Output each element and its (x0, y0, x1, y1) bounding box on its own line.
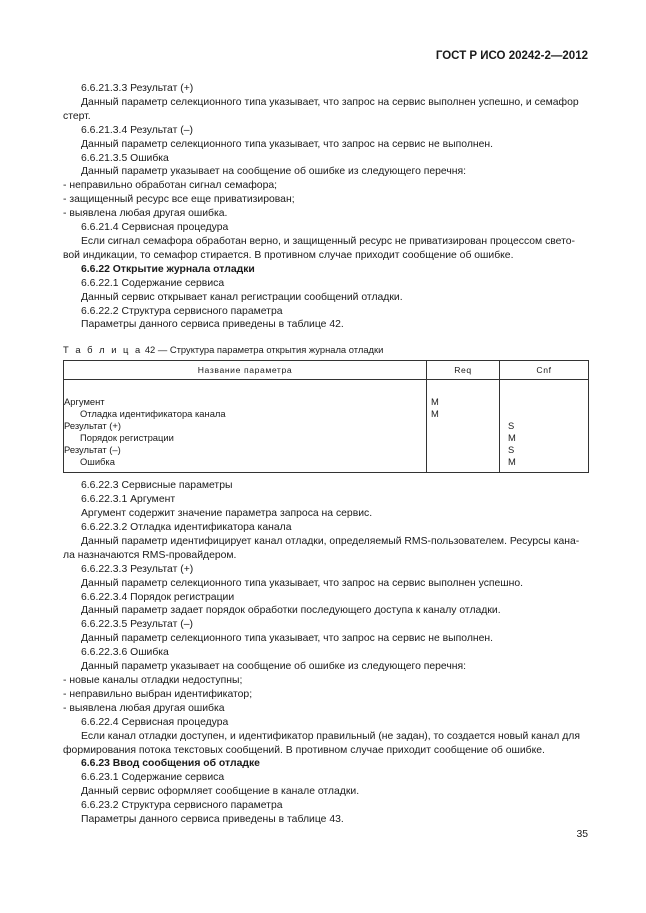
text-block-top (63, 82, 589, 332)
column-header-cnf: Cnf (500, 361, 589, 380)
param-name: Результат (+) (64, 420, 121, 432)
cnf-value: S (508, 420, 515, 432)
clause-heading: 6.6.22.3.3 Результат (+) (81, 563, 194, 575)
cnf-value: M (508, 456, 516, 468)
paragraph-line: Данный параметр селекционного типа указывает, что запрос на сервис не выполнен. (81, 138, 494, 150)
table-caption (63, 344, 589, 356)
text-block-bottom (63, 479, 589, 827)
table-caption-text: 42 — Структура параметра открытия журнала отладки (144, 344, 384, 356)
paragraph-line: Данный параметр селекционного типа указывает, что запрос на сервис выполнен успешно, и семафор (81, 96, 579, 108)
paragraph-line: вой индикации, то семафор стирается. В противном случае приходит сообщение об ошибке. (63, 249, 514, 261)
parameter-table (63, 360, 589, 473)
clause-heading: 6.6.21.4 Сервисная процедура (81, 222, 229, 234)
param-name: Порядок регистрации (80, 432, 174, 444)
section-heading: 6.6.22 Открытие журнала отладки (81, 263, 255, 275)
clause-heading: 6.6.22.3 Сервисные параметры (81, 480, 233, 492)
cnf-value: S (508, 444, 515, 456)
paragraph-line: ла назначаются RMS-провайдером. (63, 549, 237, 561)
clause-heading: 6.6.22.3.5 Результат (–) (81, 619, 193, 631)
paragraph-line: Данный параметр задает порядок обработки последующего доступа к каналу отладки. (81, 605, 501, 617)
clause-heading: 6.6.22.3.6 Ошибка (81, 647, 169, 659)
list-item: - неправильно обработан сигнал семафора; (63, 180, 278, 192)
name-column (64, 380, 427, 473)
clause-heading: 6.6.22.4 Сервисная процедура (81, 716, 229, 728)
paragraph-line: формирования потока текстовых сообщений. В противном случае приходит сообщение об ошибке. (63, 744, 545, 756)
param-name: Результат (–) (64, 444, 121, 456)
req-column (427, 380, 500, 473)
cnf-value (508, 408, 588, 420)
req-value (431, 444, 499, 456)
section-heading: 6.6.23 Ввод сообщения об отладке (81, 758, 260, 770)
list-item: - защищенный ресурс все еще приватизирован; (63, 194, 295, 206)
req-value (431, 420, 499, 432)
cnf-value (508, 396, 588, 408)
paragraph-line: Данный параметр селекционного типа указывает, что запрос на сервис не выполнен. (81, 633, 494, 645)
page-body (63, 82, 589, 827)
clause-heading: 6.6.21.3.3 Результат (+) (81, 83, 194, 94)
param-name: Отладка идентификатора канала (80, 408, 226, 420)
paragraph-line: Данный параметр идентифицирует канал отладки, определяемый RMS-пользователем. Ресурсы кана- (81, 535, 580, 547)
param-name: Ошибка (80, 456, 115, 468)
paragraph-line: стерт. (63, 110, 91, 122)
paragraph-line: Параметры данного сервиса приведены в таблице 43. (81, 814, 344, 826)
clause-heading: 6.6.22.1 Содержание сервиса (81, 277, 225, 289)
page-number: 35 (576, 829, 588, 840)
req-value: M (431, 408, 439, 420)
param-name: Аргумент (64, 396, 105, 408)
paragraph-line: Если канал отладки доступен, и идентификатор правильный (не задан), то создается новый канал для (81, 730, 580, 742)
table-caption-label: Т а б л и ц а (63, 344, 143, 356)
column-header-name: Название параметра (64, 361, 427, 380)
clause-heading: 6.6.23.2 Структура сервисного параметра (81, 800, 283, 812)
clause-heading: 6.6.23.1 Содержание сервиса (81, 772, 225, 784)
paragraph-line: Данный сервис оформляет сообщение в канале отладки. (81, 786, 360, 798)
table-row (64, 380, 589, 473)
req-value (431, 456, 499, 468)
clause-heading: 6.6.22.3.1 Аргумент (81, 494, 176, 506)
column-header-req: Req (427, 361, 500, 380)
paragraph-line: Параметры данного сервиса приведены в таблице 42. (81, 319, 344, 331)
cnf-value: M (508, 432, 516, 444)
list-item: - новые каналы отладки недоступны; (63, 675, 243, 686)
paragraph-line: Данный параметр указывает на сообщение об ошибке из следующего перечня: (81, 166, 467, 178)
req-value: M (431, 396, 439, 408)
paragraph-line: Данный сервис открывает канал регистрации сообщений отладки. (81, 291, 403, 303)
clause-heading: 6.6.22.3.2 Отладка идентификатора канала (81, 522, 292, 534)
clause-heading: 6.6.21.3.4 Результат (–) (81, 124, 193, 136)
list-item: - выявлена любая другая ошибка. (63, 208, 228, 220)
cnf-column (500, 380, 589, 473)
paragraph-line: Аргумент содержит значение параметра запроса на сервис. (81, 508, 373, 520)
list-item: - неправильно выбран идентификатор; (63, 688, 253, 700)
paragraph-line: Если сигнал семафора обработан верно, и защищенный ресурс не приватизирован процессом свето- (81, 235, 575, 247)
list-item: - выявлена любая другая ошибка (63, 702, 225, 714)
clause-heading: 6.6.22.2 Структура сервисного параметра (81, 305, 283, 317)
clause-heading: 6.6.22.3.4 Порядок регистрации (81, 591, 235, 603)
paragraph-line: Данный параметр указывает на сообщение об ошибке из следующего перечня: (81, 661, 467, 673)
clause-heading: 6.6.21.3.5 Ошибка (81, 152, 169, 164)
req-value (431, 432, 499, 444)
paragraph-line: Данный параметр селекционного типа указывает, что запрос на сервис выполнен успешно. (81, 577, 524, 589)
document-header: ГОСТ Р ИСО 20242-2—2012 (435, 50, 588, 62)
